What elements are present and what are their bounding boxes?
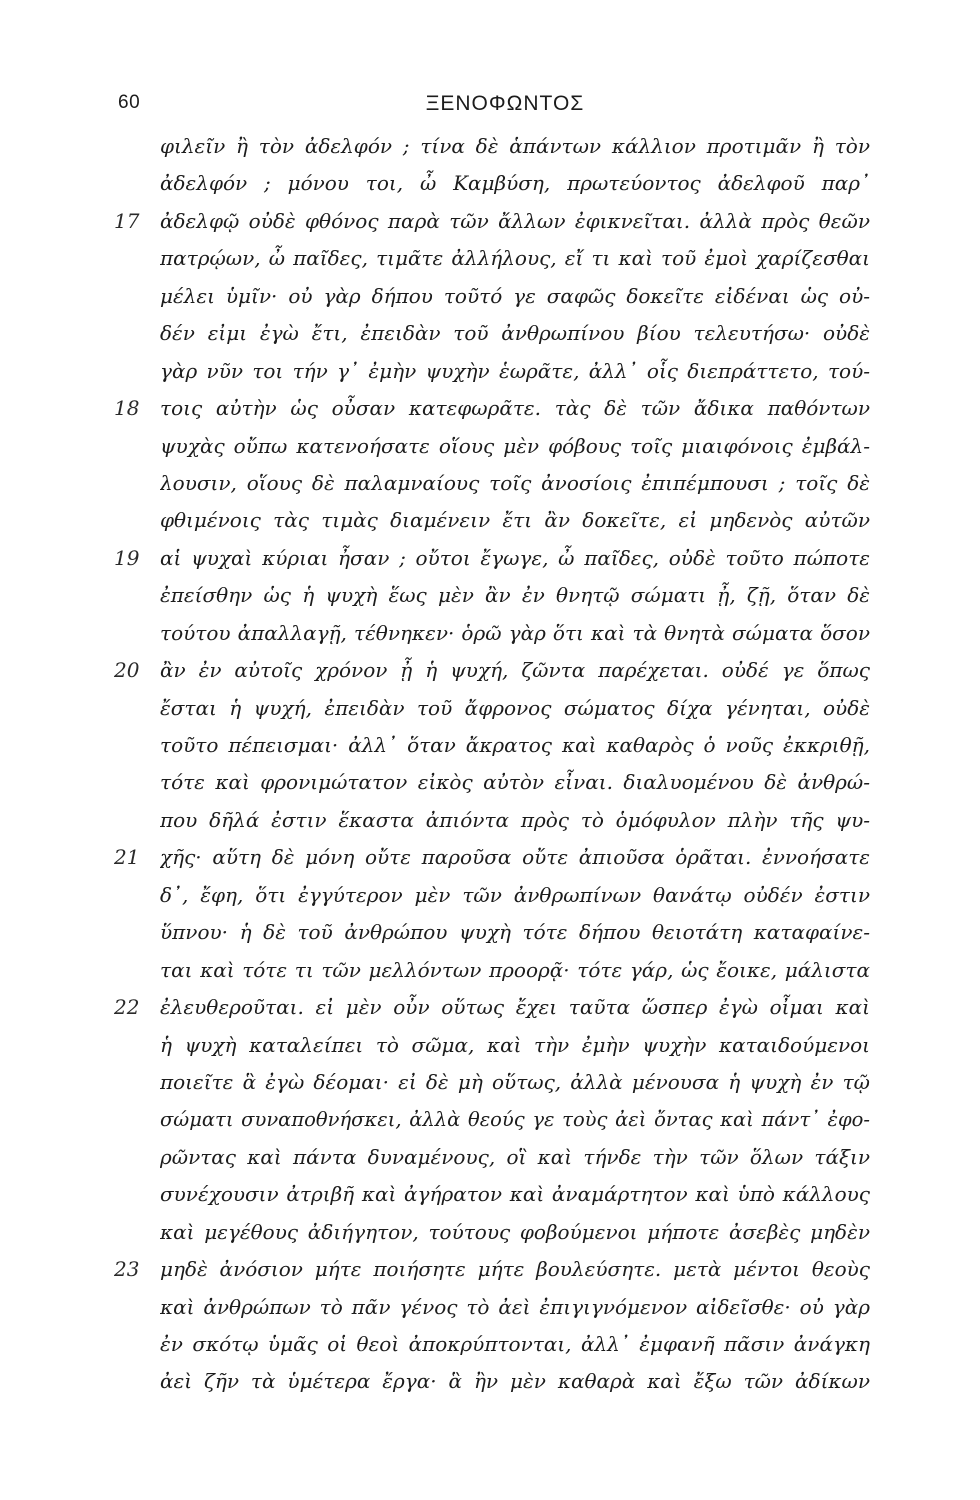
running-title: ΞΕΝΟΦΩΝΤΟΣ <box>425 92 585 115</box>
text-line <box>0 989 980 1026</box>
line-text: συνέχουσιν ἀτριβῆ καὶ ἀγήρατον καὶ ἀναμάρτητον καὶ ὑπὸ κάλλους <box>160 1182 870 1207</box>
line-text: ἀεὶ ζῆν τὰ ὑμέτερα ἔργα· ἃ ἢν μὲν καθαρὰ καὶ ἔξω τῶν ἀδίκων <box>160 1369 870 1394</box>
line-text: καὶ ἀνθρώπων τὸ πᾶν γένος τὸ ἀεὶ ἐπιγιγνόμενον αἰδεῖσθε· οὐ γὰρ <box>160 1294 870 1319</box>
line-text: σώματι συναποθνήσκει, ἀλλὰ θεούς γε τοὺς ἀεὶ ὄντας καὶ πάντ᾽ ἐφο- <box>160 1108 870 1132</box>
line-text: ἐν σκότῳ ὑμᾶς οἱ θεοὶ ἀποκρύπτονται, ἀλλ᾽ ἐμφανῆ πᾶσιν ἀνάγκη <box>160 1332 870 1356</box>
text-line <box>0 1139 980 1176</box>
line-text: χῆς· αὕτη δὲ μόνη οὔτε παροῦσα οὔτε ἀπιοῦσα ὁρᾶται. ἐννοήσατε <box>160 845 870 870</box>
text-line <box>0 652 980 689</box>
text-line <box>0 390 980 427</box>
line-text: ἔσται ἡ ψυχή, ἐπειδὰν τοῦ ἄφρονος σώματος δίχα γένηται, οὐδὲ <box>160 695 870 720</box>
section-number: 21 <box>114 845 140 870</box>
line-text: δέν εἰμι ἐγὼ ἔτι, ἐπειδὰν τοῦ ἀνθρωπίνου βίου τελευτήσω· οὐδὲ <box>160 321 870 346</box>
line-text: ἀδελφόν ; μόνου τοι, ὦ Καμβύση, πρωτεύοντος ἀδελφοῦ παρ᾽ <box>160 171 870 196</box>
text-line <box>0 502 980 539</box>
text-line <box>0 615 980 652</box>
text-line <box>0 1363 980 1400</box>
text-line <box>0 240 980 277</box>
line-text: πατρῴων, ὦ παῖδες, τιμᾶτε ἀλλήλους, εἴ τι καὶ τοῦ ἐμοὶ χαρίζεσθαι <box>160 246 870 271</box>
text-line <box>0 727 980 764</box>
line-text: ψυχὰς οὔπω κατενοήσατε οἵους μὲν φόβους τοῖς μιαιφόνοις ἐμβάλ- <box>160 433 870 458</box>
text-line <box>0 1176 980 1213</box>
text-line <box>0 914 980 951</box>
line-text: ἡ ψυχὴ καταλείπει τὸ σῶμα, καὶ τὴν ἐμὴν ψυχὴν καταιδούμενοι <box>160 1032 870 1057</box>
line-text: ται καὶ τότε τι τῶν μελλόντων προορᾷ· τότε γάρ, ὡς ἔοικε, μάλιστα <box>160 957 870 982</box>
text-line <box>0 353 980 390</box>
section-number: 18 <box>114 396 140 421</box>
line-text: τότε καὶ φρονιμώτατον εἰκὸς αὐτὸν εἶναι. διαλυομένου δὲ ἀνθρώ- <box>160 770 870 795</box>
text-line <box>0 877 980 914</box>
line-text: ρῶντας καὶ πάντα δυναμένους, οἳ καὶ τήνδε τὴν τῶν ὅλων τάξιν <box>160 1144 870 1169</box>
line-text: φθιμένοις τὰς τιμὰς διαμένειν ἔτι ἂν δοκεῖτε, εἰ μηδενὸς αὐτῶν <box>160 508 870 533</box>
text-line <box>0 1101 980 1138</box>
text-line <box>0 577 980 614</box>
line-text: μηδὲ ἀνόσιον μήτε ποιήσητε μήτε βουλεύσητε. μετὰ μέντοι θεοὺς <box>160 1257 870 1282</box>
text-line <box>0 1214 980 1251</box>
line-text: ὕπνου· ἡ δὲ τοῦ ἀνθρώπου ψυχὴ τότε δήπου θειοτάτη καταφαίνε- <box>160 920 870 945</box>
text-line <box>0 540 980 577</box>
line-text: ἂν ἐν αὐτοῖς χρόνον ᾖ ἡ ψυχή, ζῶντα παρέχεται. οὐδέ γε ὅπως <box>160 658 870 683</box>
text-line <box>0 1289 980 1326</box>
section-number: 17 <box>114 208 140 233</box>
line-text: ἐλευθεροῦται. εἰ μὲν οὖν οὕτως ἔχει ταῦτα ὥσπερ ἐγὼ οἶμαι καὶ <box>160 995 870 1020</box>
line-text: τοῦτο πέπεισμαι· ἀλλ᾽ ὅταν ἄκρατος καὶ καθαρὸς ὁ νοῦς ἐκκριθῇ, <box>160 733 870 757</box>
line-text: ἀδελφῷ οὐδὲ φθόνος παρὰ τῶν ἄλλων ἐφικνεῖται. ἀλλὰ πρὸς θεῶν <box>160 208 870 233</box>
page-header <box>0 92 980 122</box>
text-line <box>0 839 980 876</box>
line-text: δ᾽, ἔφη, ὅτι ἐγγύτερον μὲν τῶν ἀνθρωπίνων θανάτῳ οὐδέν ἐστιν <box>160 882 870 907</box>
line-text: τούτου ἀπαλλαγῇ, τέθνηκεν· ὁρῶ γὰρ ὅτι καὶ τὰ θνητὰ σώματα ὅσον <box>160 620 870 645</box>
text-line <box>0 278 980 315</box>
section-number: 22 <box>114 995 140 1020</box>
greek-text-block <box>0 128 980 1401</box>
text-line <box>0 1027 980 1064</box>
line-text: που δῆλά ἐστιν ἕκαστα ἀπιόντα πρὸς τὸ ὁμόφυλον πλὴν τῆς ψυ- <box>160 807 870 832</box>
line-text: γὰρ νῦν τοι τήν γ᾽ ἐμὴν ψυχὴν ἑωρᾶτε, ἀλλ᾽ οἷς διεπράττετο, τού- <box>160 358 870 383</box>
line-text: τοις αὐτὴν ὡς οὖσαν κατεφωρᾶτε. τὰς δὲ τῶν ἄδικα παθόντων <box>160 396 870 421</box>
text-line <box>0 165 980 202</box>
text-line <box>0 952 980 989</box>
section-number: 19 <box>114 545 140 570</box>
line-text: αἱ ψυχαὶ κύριαι ἦσαν ; οὔτοι ἔγωγε, ὦ παῖδες, οὐδὲ τοῦτο πώποτε <box>160 545 870 570</box>
line-text: λουσιν, οἵους δὲ παλαμναίους τοῖς ἀνοσίοις ἐπιπέμπουσι ; τοῖς δὲ <box>160 470 870 495</box>
section-number: 20 <box>114 658 140 683</box>
page-number: 60 <box>118 92 141 113</box>
text-line <box>0 1251 980 1288</box>
text-line <box>0 128 980 165</box>
text-line <box>0 1326 980 1363</box>
section-number: 23 <box>114 1257 140 1282</box>
text-line <box>0 315 980 352</box>
text-line <box>0 690 980 727</box>
line-text: φιλεῖν ἢ τὸν ἀδελφόν ; τίνα δὲ ἁπάντων κάλλιον προτιμᾶν ἢ τὸν <box>160 134 870 158</box>
text-line <box>0 465 980 502</box>
line-text: ἐπείσθην ὡς ἡ ψυχὴ ἕως μὲν ἂν ἐν θνητῷ σώματι ᾖ, ζῇ, ὅταν δὲ <box>160 583 870 608</box>
text-line <box>0 802 980 839</box>
line-text: μέλει ὑμῖν· οὐ γὰρ δήπου τοῦτό γε σαφῶς δοκεῖτε εἰδέναι ὡς οὐ- <box>160 283 870 308</box>
text-line <box>0 203 980 240</box>
text-line <box>0 428 980 465</box>
line-text: ποιεῖτε ἃ ἐγὼ δέομαι· εἰ δὲ μὴ οὕτως, ἀλλὰ μένουσα ἡ ψυχὴ ἐν τῷ <box>160 1069 870 1094</box>
text-line <box>0 1064 980 1101</box>
line-text: καὶ μεγέθους ἀδιήγητον, τούτους φοβούμενοι μήποτε ἀσεβὲς μηδὲν <box>160 1219 870 1244</box>
text-line <box>0 764 980 801</box>
